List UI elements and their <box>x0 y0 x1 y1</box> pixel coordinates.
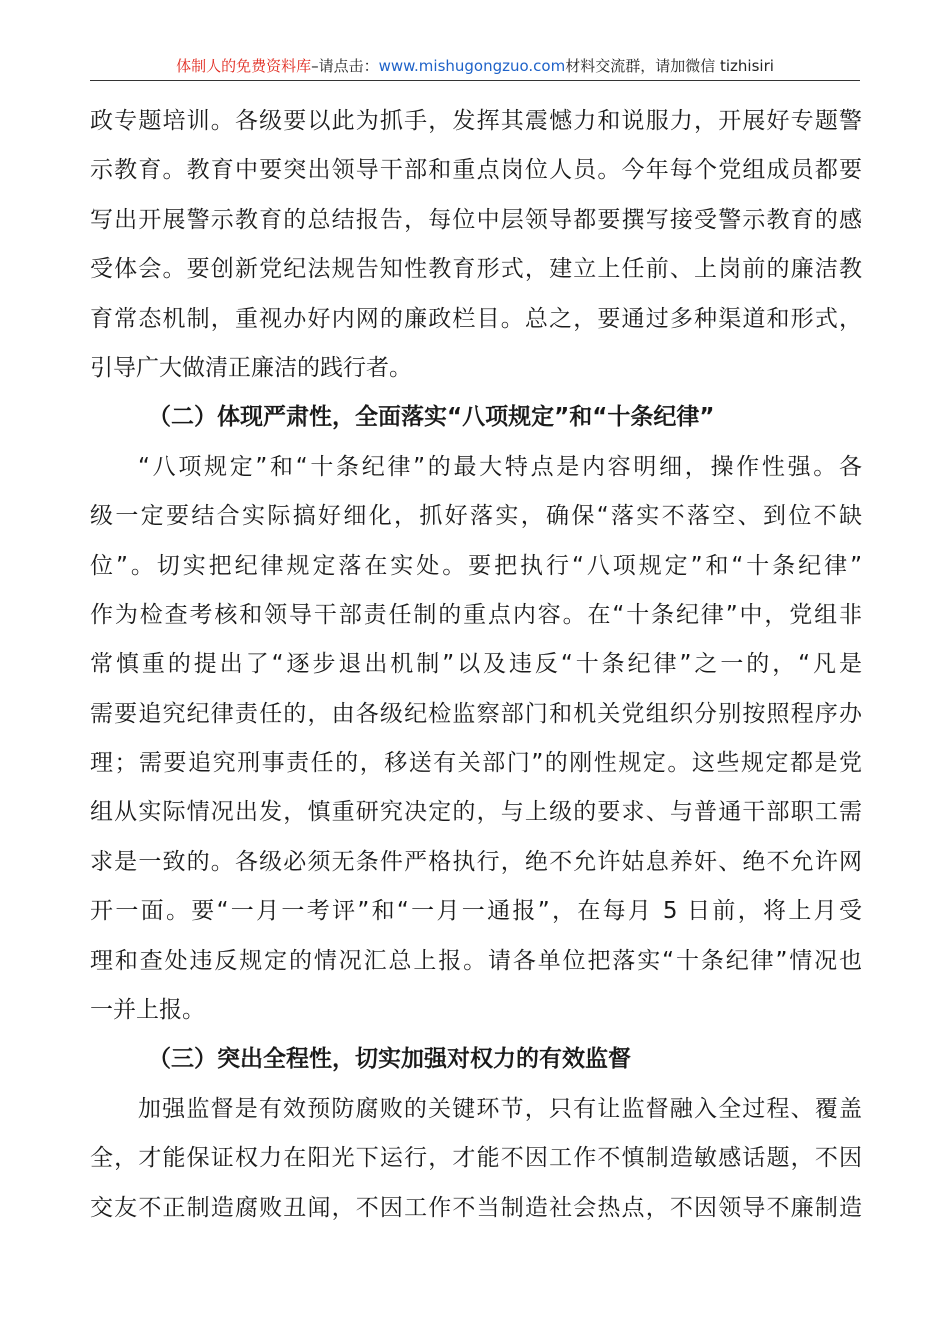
paragraph-line: 加强监督是有效预防腐败的关键环节，只有让监督融入全过程、覆盖 <box>138 1095 862 1122</box>
document-body <box>90 97 862 1233</box>
section-heading: （三）突出全程性，切实加强对权力的有效监督 <box>148 1046 631 1073</box>
paragraph-line: 作为检查考核和领导干部责任制的重点内容。在“十条纪律”中，党组非 <box>90 601 862 628</box>
header-prompt: –请点击： <box>311 57 379 75</box>
paragraph-line: 理和查处违反规定的情况汇总上报。请各单位把落实“十条纪律”情况也 <box>90 947 862 974</box>
paragraph-line: 需要追究纪律责任的，由各级纪检监察部门和机关党组织分别按照程序办 <box>90 700 862 727</box>
paragraph-line: 位”。切实把纪律规定落在实处。要把执行“八项规定”和“十条纪律” <box>90 552 862 579</box>
paragraph-line: 常慎重的提出了“逐步退出机制”以及违反“十条纪律”之一的，“凡是 <box>90 651 862 678</box>
paragraph-line: 求是一致的。各级必须无条件严格执行，绝不允许姑息养奸、绝不允许网 <box>90 848 862 875</box>
header-url-link[interactable]: www.mishugongzuo.com <box>378 57 566 75</box>
paragraph-line: 全，才能保证权力在阳光下运行，才能不因工作不慎制造敏感话题，不因 <box>90 1145 862 1172</box>
paragraph-line: 交友不正制造腐败丑闻，不因工作不当制造社会热点，不因领导不廉制造 <box>90 1194 862 1221</box>
paragraph-line: 级一定要结合实际搞好细化，抓好落实，确保“落实不落空、到位不缺 <box>90 503 862 530</box>
paragraph-line: 一并上报。 <box>90 997 205 1024</box>
header-brand: 体制人的免费资料库 <box>176 57 312 75</box>
header-suffix: 材料交流群，请加微信 tizhisiri <box>565 57 774 75</box>
paragraph-line: “八项规定”和“十条纪律”的最大特点是内容明细，操作性强。各 <box>138 453 862 480</box>
page-header <box>90 52 860 81</box>
paragraph-line: 组从实际情况出发，慎重研究决定的，与上级的要求、与普通干部职工需 <box>90 799 862 826</box>
paragraph-line: 育常态机制，重视办好内网的廉政栏目。总之，要通过多种渠道和形式， <box>90 305 862 332</box>
paragraph-line: 受体会。要创新党纪法规告知性教育形式，建立上任前、上岗前的廉洁教 <box>90 256 862 283</box>
section-heading: （二）体现严肃性，全面落实“八项规定”和“十条纪律” <box>148 404 715 431</box>
paragraph-line: 开一面。要“一月一考评”和“一月一通报”，在每月 5 日前，将上月受 <box>90 898 862 925</box>
paragraph-line: 理；需要追究刑事责任的，移送有关部门”的刚性规定。这些规定都是党 <box>90 750 862 777</box>
paragraph-line: 示教育。教育中要突出领导干部和重点岗位人员。今年每个党组成员都要 <box>90 157 862 184</box>
paragraph-line: 写出开展警示教育的总结报告，每位中层领导都要撰写接受警示教育的感 <box>90 206 862 233</box>
paragraph-line: 引导广大做清正廉洁的践行者。 <box>90 354 412 381</box>
paragraph-line: 政专题培训。各级要以此为抓手，发挥其震憾力和说服力，开展好专题警 <box>90 108 862 134</box>
